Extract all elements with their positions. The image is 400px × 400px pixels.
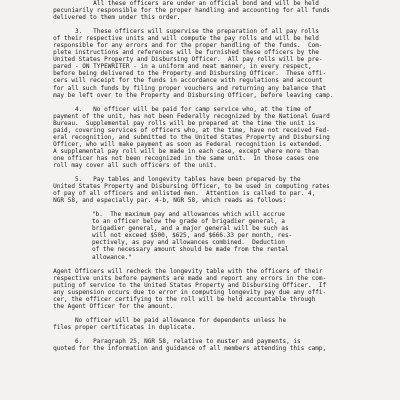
text-line: the Agent Officer for the amount. bbox=[24, 302, 174, 310]
text-line: delivered to them under this order. bbox=[24, 14, 181, 22]
text-line: United States Property and Disbursing Officer, to be used in computing rates bbox=[24, 183, 330, 191]
text-line: "b. The maximum pay and allowances which will accrue bbox=[92, 211, 285, 219]
text-line: NGR 58, and especially par. 4-b, NGR 58, which reads as follows: bbox=[24, 197, 287, 205]
paragraph-4 bbox=[24, 106, 378, 169]
text-line: before being delivered to the Property and Disbursing Officer. These offi- bbox=[24, 70, 327, 78]
text-line: responsible for any errors and for the proper handling of the funds. Com- bbox=[24, 42, 323, 50]
text-line: may be left over to the Property and Disbursing Officer, before leaving camp. bbox=[24, 91, 334, 99]
paragraph-gap bbox=[24, 169, 378, 176]
paragraph-gap bbox=[24, 21, 378, 28]
text-line: allowance." bbox=[92, 253, 133, 261]
text-line: pecuniarily responsible for the proper handling and accounting for all funds bbox=[24, 7, 330, 15]
paragraph-3 bbox=[24, 28, 378, 98]
text-line: one officer has not been recognized in the same unit. In those cases one bbox=[24, 154, 319, 162]
text-line: any suspension occurs due to error in computing longevity pay due any offi- bbox=[24, 288, 327, 296]
text-line: Agent Officers will recheck the longevity table with the officers of their bbox=[24, 267, 323, 275]
text-line: paid, covering services of officers who, at the time, have not received Fed- bbox=[24, 126, 330, 134]
text-line: of pay of all officers and enlisted men. Attention is called to par. 4, bbox=[24, 190, 316, 198]
text-line: respective units before payments are made and report any errors in the com- bbox=[24, 274, 327, 282]
text-line: of their respective units and will compute the pay rolls and will be held bbox=[24, 35, 319, 43]
text-line: 6. Paragraph 25, NGR 58, relative to muster and payments, is bbox=[24, 337, 301, 345]
text-line: cer, the officer certifying to the roll will be held accountable through bbox=[24, 295, 316, 303]
text-line: to an officer below the grade of brigadier general, a bbox=[92, 218, 285, 226]
text-line: puting of service to the United States Property and Disbursing Officer. If bbox=[24, 281, 327, 289]
paragraph-gap bbox=[24, 204, 378, 211]
text-line: All these officers are under an official bond and will be held bbox=[24, 0, 319, 7]
paragraph-gap bbox=[24, 331, 378, 338]
text-line: 5. Pay tables and longevity tables have been prepared by the bbox=[24, 176, 301, 184]
paragraph-gap bbox=[24, 261, 378, 268]
paragraph-gap bbox=[24, 99, 378, 106]
text-line: Officer, who will make payment as soon as Federal recognition is extended. bbox=[24, 140, 323, 148]
paragraph-6 bbox=[24, 338, 378, 352]
text-line: pectively, as pay and allowances combined. Deduction bbox=[92, 239, 285, 247]
text-line: quoted for the information and guidance of all members attending this camp, bbox=[24, 344, 327, 352]
text-line: brigadier general, and a major general will be such as bbox=[92, 225, 289, 233]
text-line: payment of the unit, has not been Federally recognized by the National Guard bbox=[24, 112, 330, 120]
text-line: will not exceed $500, $625, and $666.33 per month, res- bbox=[92, 232, 293, 240]
text-line: United States Property and Disbursing Officer. All pay rolls will be pre- bbox=[24, 56, 323, 64]
text-line: roll may cover all such officers of the unit. bbox=[24, 161, 217, 169]
text-line: 3. These officers will supervise the preparation of all pay rolls bbox=[24, 28, 319, 36]
block-quote bbox=[24, 211, 378, 260]
text-line: Bureau. Supplemental pay rolls will be prepared at the time the unit is bbox=[24, 119, 316, 127]
text-line: plete instructions and references will be furnished these officers by the bbox=[24, 49, 319, 57]
paragraph-2-continuation bbox=[24, 0, 378, 21]
text-line: No officer will be paid allowance for dependents unless he bbox=[24, 316, 287, 324]
text-line: of the necessary amount should be made from the rental bbox=[92, 246, 289, 254]
paragraph-5 bbox=[24, 176, 378, 204]
paragraph-dependents bbox=[24, 317, 378, 331]
paragraph-agent-officers bbox=[24, 268, 378, 310]
text-line: pared - ON TYPEWRITER - in a uniform and neat manner, in every respect, bbox=[24, 63, 312, 71]
paragraph-gap bbox=[24, 310, 378, 317]
text-line: cers will receipt for the funds in accordance with regulations and account bbox=[24, 77, 323, 85]
text-line: A supplemental pay roll will be made in each case, except where more than bbox=[24, 147, 319, 155]
text-line: 4. No officer will be paid for camp service who, at the time of bbox=[24, 105, 312, 113]
text-line: for all such funds by filing proper vouchers and returning any balance that bbox=[24, 84, 327, 92]
text-line: eral recognition, and submitted to the United States Property and Disbursing bbox=[24, 133, 330, 141]
text-line: files proper certificates in duplicate. bbox=[24, 323, 196, 331]
